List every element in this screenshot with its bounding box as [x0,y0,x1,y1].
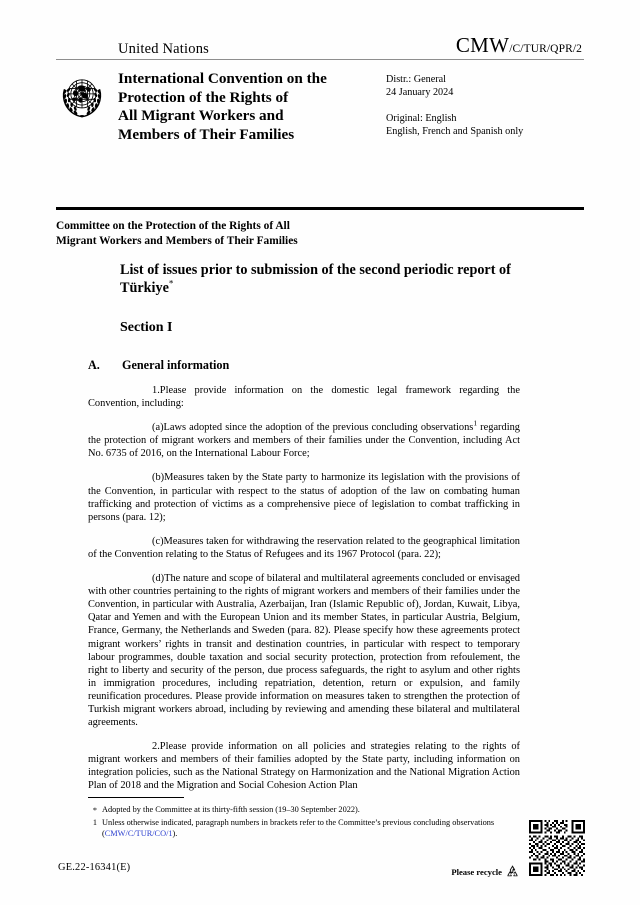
page-title-text: List of issues prior to submission of the second periodic report of Türkiye [120,262,511,296]
page-title-footnote-mark: * [168,277,174,288]
footnote-area [88,797,548,839]
convention-title-line-2: Protection of the Rights of [118,88,289,106]
paragraph-b-text: Measures taken by the State party to harmonize its legislation with the provisions of the Convention, in particular with respect to the status of adoption of the law on combating human trafficking and protection of victims as a comprehensive piece of legislation to combat trafficking in persons (para. 12); [88,472,520,523]
footnote-1 [88,817,548,839]
document-content [56,262,584,793]
footnote-separator [88,797,184,798]
paragraph-b [88,471,520,523]
distribution-info [386,69,546,144]
paragraph-a-text-before-note: Laws adopted since the adoption of the previous concluding observations [163,422,474,434]
distribution-date: 24 January 2024 [386,87,454,99]
paragraph-1 [88,384,520,410]
recycle-icon [505,864,520,879]
paragraph-1-label: 1. [152,385,160,396]
masthead [56,30,584,144]
page-footer [56,862,584,902]
ge-document-code: GE.22-16341(E) [58,862,131,873]
paragraph-2-text: Please provide information on all policies and strategies relating to the rights of migrant workers and members of their families adopted by the State party, including information on integration policies, such as the National Strategy on Harmonization and the National Migration Action Plan of 2018 and the Migration and Social Cohesion Action Plan [88,741,520,792]
page-content-area [56,0,584,905]
paragraph-list [88,384,584,793]
committee-name-line-1: Committee on the Protection of the Rights of All [56,220,290,232]
paragraph-2 [88,740,520,792]
masthead-divider-thin [56,59,584,60]
distribution-block [386,73,546,100]
organization-name: United Nations [118,40,209,57]
paragraph-d-label: (d) [152,573,165,585]
paragraph-a-label: (a) [152,422,164,434]
committee-name [56,219,476,249]
qr-code-icon [529,820,585,876]
paragraph-c-label: (c) [152,535,164,547]
footnote-asterisk-text: Adopted by the Committee at its thirty-fifth session (19–30 September 2022). [102,805,360,814]
recycle-label: Please recycle [451,866,502,877]
masthead-divider-thick [56,207,584,210]
subsection-letter: A. [88,358,100,372]
convention-title-line-3: All Migrant Workers and [118,107,284,125]
paragraph-a-footnote-mark: 1 [473,418,478,428]
paragraph-a [88,418,520,460]
language-block [386,112,546,139]
footnote-asterisk-mark: * [92,806,97,815]
committee-name-line-2: Migrant Workers and Members of Their Families [56,235,298,247]
convention-title-line-4: Members of Their Families [118,125,295,143]
footnote-1-text-before-link: Unless otherwise indicated, paragraph numbers in brackets refer to the Committee’s previous concluding observations ( [102,818,495,838]
footnote-1-mark: 1 [92,818,97,827]
footnote-asterisk [88,804,548,816]
paragraph-b-label: (b) [152,472,165,484]
paragraph-d [88,572,520,729]
convention-title-line-1: International Convention on the [118,70,327,87]
footnote-1-document-link[interactable]: CMW/C/TUR/CO/1 [104,829,173,838]
subsection-heading [56,358,584,373]
footnote-1-text-after-link: ). [172,829,178,838]
paragraph-2-label: 2. [152,741,160,753]
paragraph-c-text: Measures taken for withdrawing the reservation related to the geographical limitation of the Convention relating to the Status of Refugees and its 1967 Protocol (para. 22); [88,535,520,560]
paragraph-1-text: Please provide information on the domestic legal framework regarding the Convention, including: [88,385,520,410]
available-languages: English, French and Spanish only [386,126,524,138]
masthead-body-row [56,69,584,144]
section-heading: Section I [120,320,173,335]
paragraph-c [88,535,520,561]
paragraph-a-text-after-note: regarding the protection of migrant workers and members of their families under the Convention, including Act No. 6735 of 2016, on the International Labour Force; [88,422,520,460]
masthead-top-row [56,30,584,56]
paragraph-d-text: The nature and scope of bilateral and multilateral agreements concluded or envisaged with other countries pertaining to the rights of migrant workers and members of their families under the Convention, in particular with Australia, Azerbaijan, Iran (Islamic Republic of), Jordan, Kuwait, Libya, Qatar and Yemen and with the European Union and its member States, in particular Austria, Belgium, France, Germany, the Netherlands and Sweden (para. 82). Please specify how these agreements protect migrant workers’ rights in transit and destination countries, in particular with respect to temporary labour programmes, double taxation and social security protection, protection from refoulement, the right to liberty and security of the person, due process safeguards, the right to asylum and other rights in immigration procedures, including repatriation, detention, return or expulsion, and family reunification procedures. Please provide information on measures taken to strengthen the protection of Turkish migrant workers abroad, including by reviewing and amending these bilateral and multilateral agreements. [88,573,520,729]
recycle-notice [451,864,520,879]
footnote-1-text [102,817,548,839]
convention-title [118,69,386,144]
document-symbol-suffix: /C/TUR/QPR/2 [509,43,582,55]
emblem-cell [56,69,118,144]
document-symbol-main: CMW [455,33,510,57]
document-symbol [456,35,582,56]
distribution-label: Distr.: General [386,74,446,85]
page-title [120,262,520,297]
original-language: Original: English [386,112,457,124]
un-emblem-icon [56,71,108,123]
subsection-title: General information [122,358,230,372]
